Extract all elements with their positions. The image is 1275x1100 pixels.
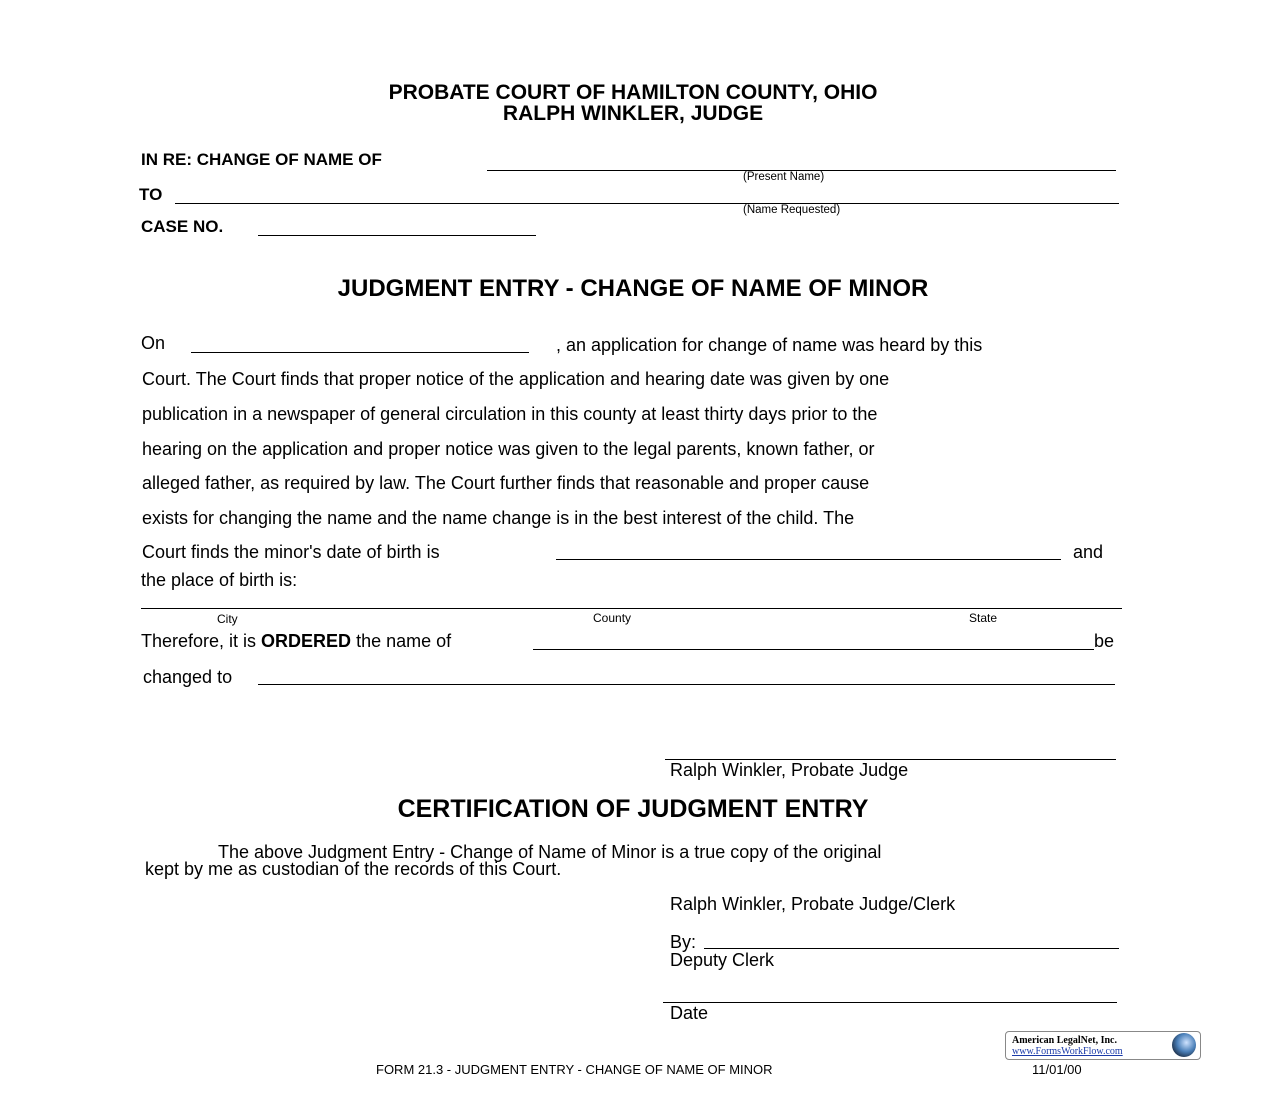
form-date: 11/01/00 <box>1032 1062 1082 1077</box>
state-label: State <box>969 611 998 625</box>
deputy-signature-field[interactable] <box>704 948 1119 949</box>
case-no-label: CASE NO. <box>141 217 224 236</box>
name-requested-field[interactable] <box>175 203 1119 204</box>
logo-url[interactable]: www.FormsWorkFlow.com <box>1012 1046 1123 1057</box>
to-label: TO <box>139 185 163 204</box>
case-no-field[interactable] <box>258 235 536 236</box>
changed-to-field[interactable] <box>258 684 1115 685</box>
clerk-signer: Ralph Winkler, Probate Judge/Clerk <box>670 894 956 914</box>
body-line-5: alleged father, as required by law. The Court further finds that reasonable and proper cause <box>142 473 870 493</box>
hearing-date-field[interactable] <box>191 352 529 353</box>
body-line-3: publication in a newspaper of general circulation in this county at least thirty days prior to the <box>142 404 878 424</box>
ordered-name-field[interactable] <box>533 649 1094 650</box>
place-of-birth-label: the place of birth is: <box>141 570 298 590</box>
body-line-2: Court. The Court finds that proper notice of the application and hearing date was given by one <box>142 369 890 389</box>
city-label: City <box>217 612 238 626</box>
deputy-clerk-label: Deputy Clerk <box>670 950 775 970</box>
date-label: Date <box>670 1003 709 1023</box>
by-label: By: <box>670 932 697 952</box>
globe-icon <box>1172 1033 1196 1057</box>
document-title: JUDGMENT ENTRY - CHANGE OF NAME OF MINOR <box>337 275 929 302</box>
judge-name: RALPH WINKLER, JUDGE <box>502 102 764 125</box>
name-of-text: the name of <box>351 631 452 651</box>
certification-title: CERTIFICATION OF JUDGMENT ENTRY <box>397 795 869 823</box>
form-footer: FORM 21.3 - JUDGMENT ENTRY - CHANGE OF NAME OF MINOR <box>376 1062 773 1077</box>
present-name-hint: (Present Name) <box>743 171 825 183</box>
be-text: be <box>1094 631 1115 651</box>
in-re-label: IN RE: CHANGE OF NAME OF <box>141 150 382 169</box>
dob-and: and <box>1073 542 1104 562</box>
ordered-sentence <box>141 632 451 650</box>
county-label: County <box>593 611 632 625</box>
on-label: On <box>141 333 166 353</box>
certification-line-2: kept by me as custodian of the records of this Court. <box>145 859 562 879</box>
name-requested-hint: (Name Requested) <box>743 204 841 216</box>
therefore-text: Therefore, it is <box>141 631 262 651</box>
changed-to-label: changed to <box>143 667 233 687</box>
dob-label: Court finds the minor's date of birth is <box>142 542 440 562</box>
body-line-6: exists for changing the name and the name change is in the best interest of the child. The <box>142 508 855 528</box>
place-of-birth-field[interactable] <box>141 608 1122 609</box>
court-name: PROBATE COURT OF HAMILTON COUNTY, OHIO <box>388 81 878 104</box>
judge-signature-label: Ralph Winkler, Probate Judge <box>670 760 909 780</box>
dob-field[interactable] <box>556 559 1061 560</box>
body-line-4: hearing on the application and proper notice was given to the legal parents, known father, or <box>142 439 875 459</box>
logo-name: American LegalNet, Inc. <box>1012 1035 1117 1046</box>
certification-line-1: The above Judgment Entry - Change of Name of Minor is a true copy of the original <box>218 842 882 862</box>
date-field[interactable] <box>663 1002 1117 1003</box>
body-line-1: , an application for change of name was heard by this <box>556 335 983 355</box>
ordered-text: ORDERED <box>261 631 352 651</box>
american-legalnet-logo[interactable] <box>1005 1031 1201 1060</box>
